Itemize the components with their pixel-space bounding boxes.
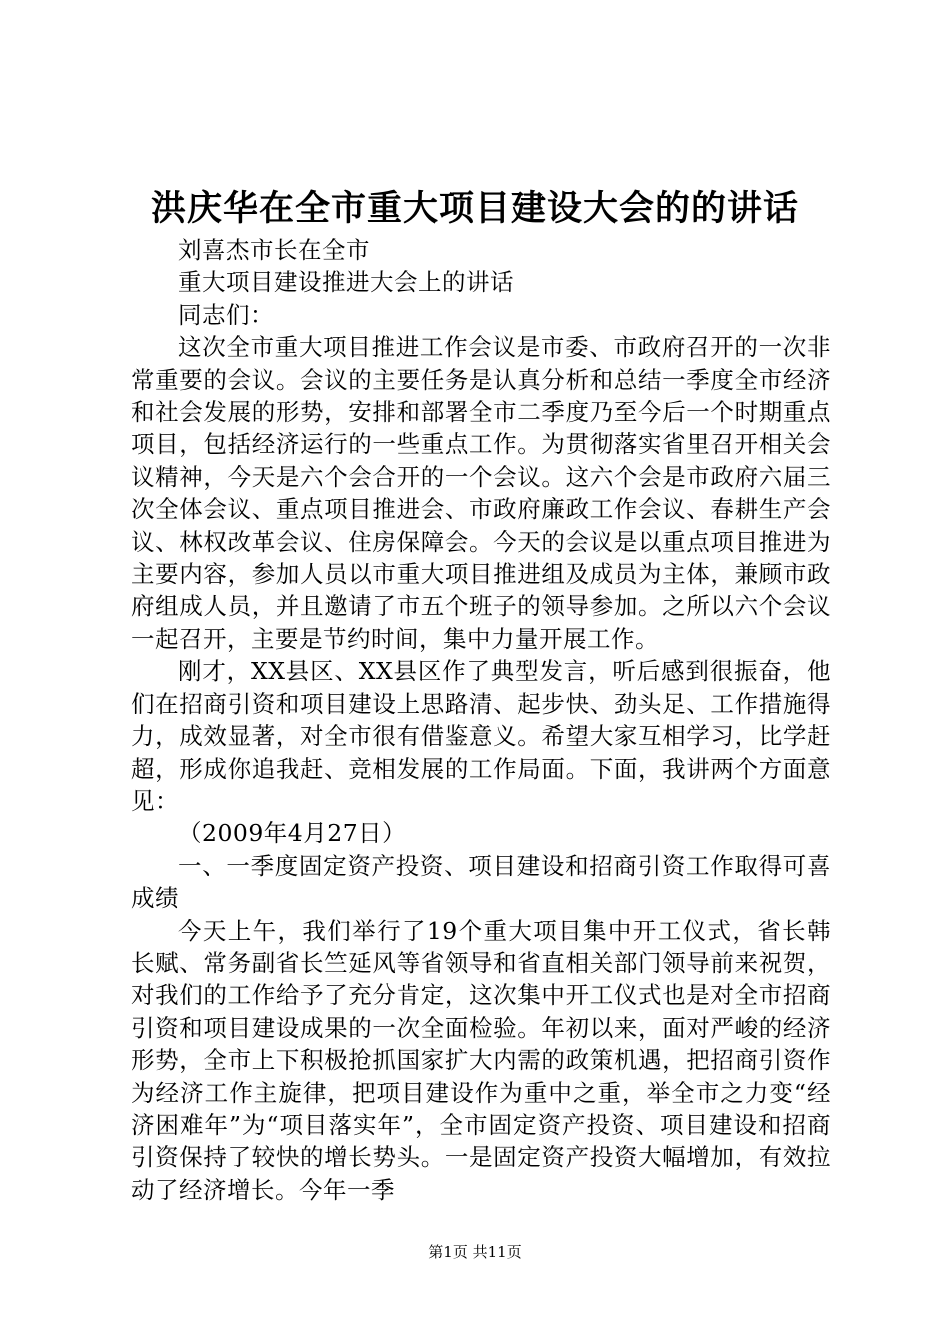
paragraph: （2009年4月27日）	[178, 819, 407, 848]
page-footer: 第1页 共11页	[428, 1243, 522, 1261]
paragraph: 重大项目建设推进大会上的讲话	[178, 268, 514, 297]
paragraph: 今天上午，我们举行了19个重大项目集中开工仪式，省长韩长赋、常务副省长竺延风等省领导和省直相关部门领导前来祝贺，对我们的工作给予了充分肯定，这次集中开工仪式也是对全市招商引资和项目建设成果的一次全面检验。年初以来，面对严峻的经济形势，全市上下积极抢抓国家扩大内需的政策机遇，把招商引资作为经济工作主旋律，把项目建设作为重中之重，举全市之力变“经济困难年”为“项目落实年”，全市固定资产投资、项目建设和招商引资保持了较快的增长势头。一是固定资产投资大幅增加，有效拉动了经济增长。今年一季	[131, 916, 831, 1204]
document-body	[131, 234, 831, 1206]
paragraph: 同志们：	[178, 300, 274, 329]
paragraph: 刘喜杰市长在全市	[178, 236, 370, 264]
paragraph: 一、一季度固定资产投资、项目建设和招商引资工作取得可喜成绩	[131, 851, 831, 913]
document-title: 洪庆华在全市重大项目建设大会的的讲话	[150, 188, 799, 229]
paragraph: 刚才，XX县区、XX县区作了典型发言，听后感到很振奋，他们在招商引资和项目建设上思路清、起步快、劲头足、工作措施得力，成效显著，对全市很有借鉴意义。希望大家互相学习，比学赶超，形成你追我赶、竞相发展的工作局面。下面，我讲两个方面意见：	[131, 657, 831, 815]
paragraph: 这次全市重大项目推进工作会议是市委、市政府召开的一次非常重要的会议。会议的主要任务是认真分析和总结一季度全市经济和社会发展的形势，安排和部署全市二季度乃至今后一个时期重点项目，包括经济运行的一些重点工作。为贯彻落实省里召开相关会议精神，今天是六个会合开的一个会议。这六个会是市政府六届三次全体会议、重点项目推进会、市政府廉政工作会议、春耕生产会议、林权改革会议、住房保障会。今天的会议是以重点项目推进为主要内容，参加人员以市重大项目推进组及成员为主体，兼顾市政府组成人员，并且邀请了市五个班子的领导参加。之所以六个会议一起召开，主要是节约时间，集中力量开展工作。	[131, 333, 831, 653]
